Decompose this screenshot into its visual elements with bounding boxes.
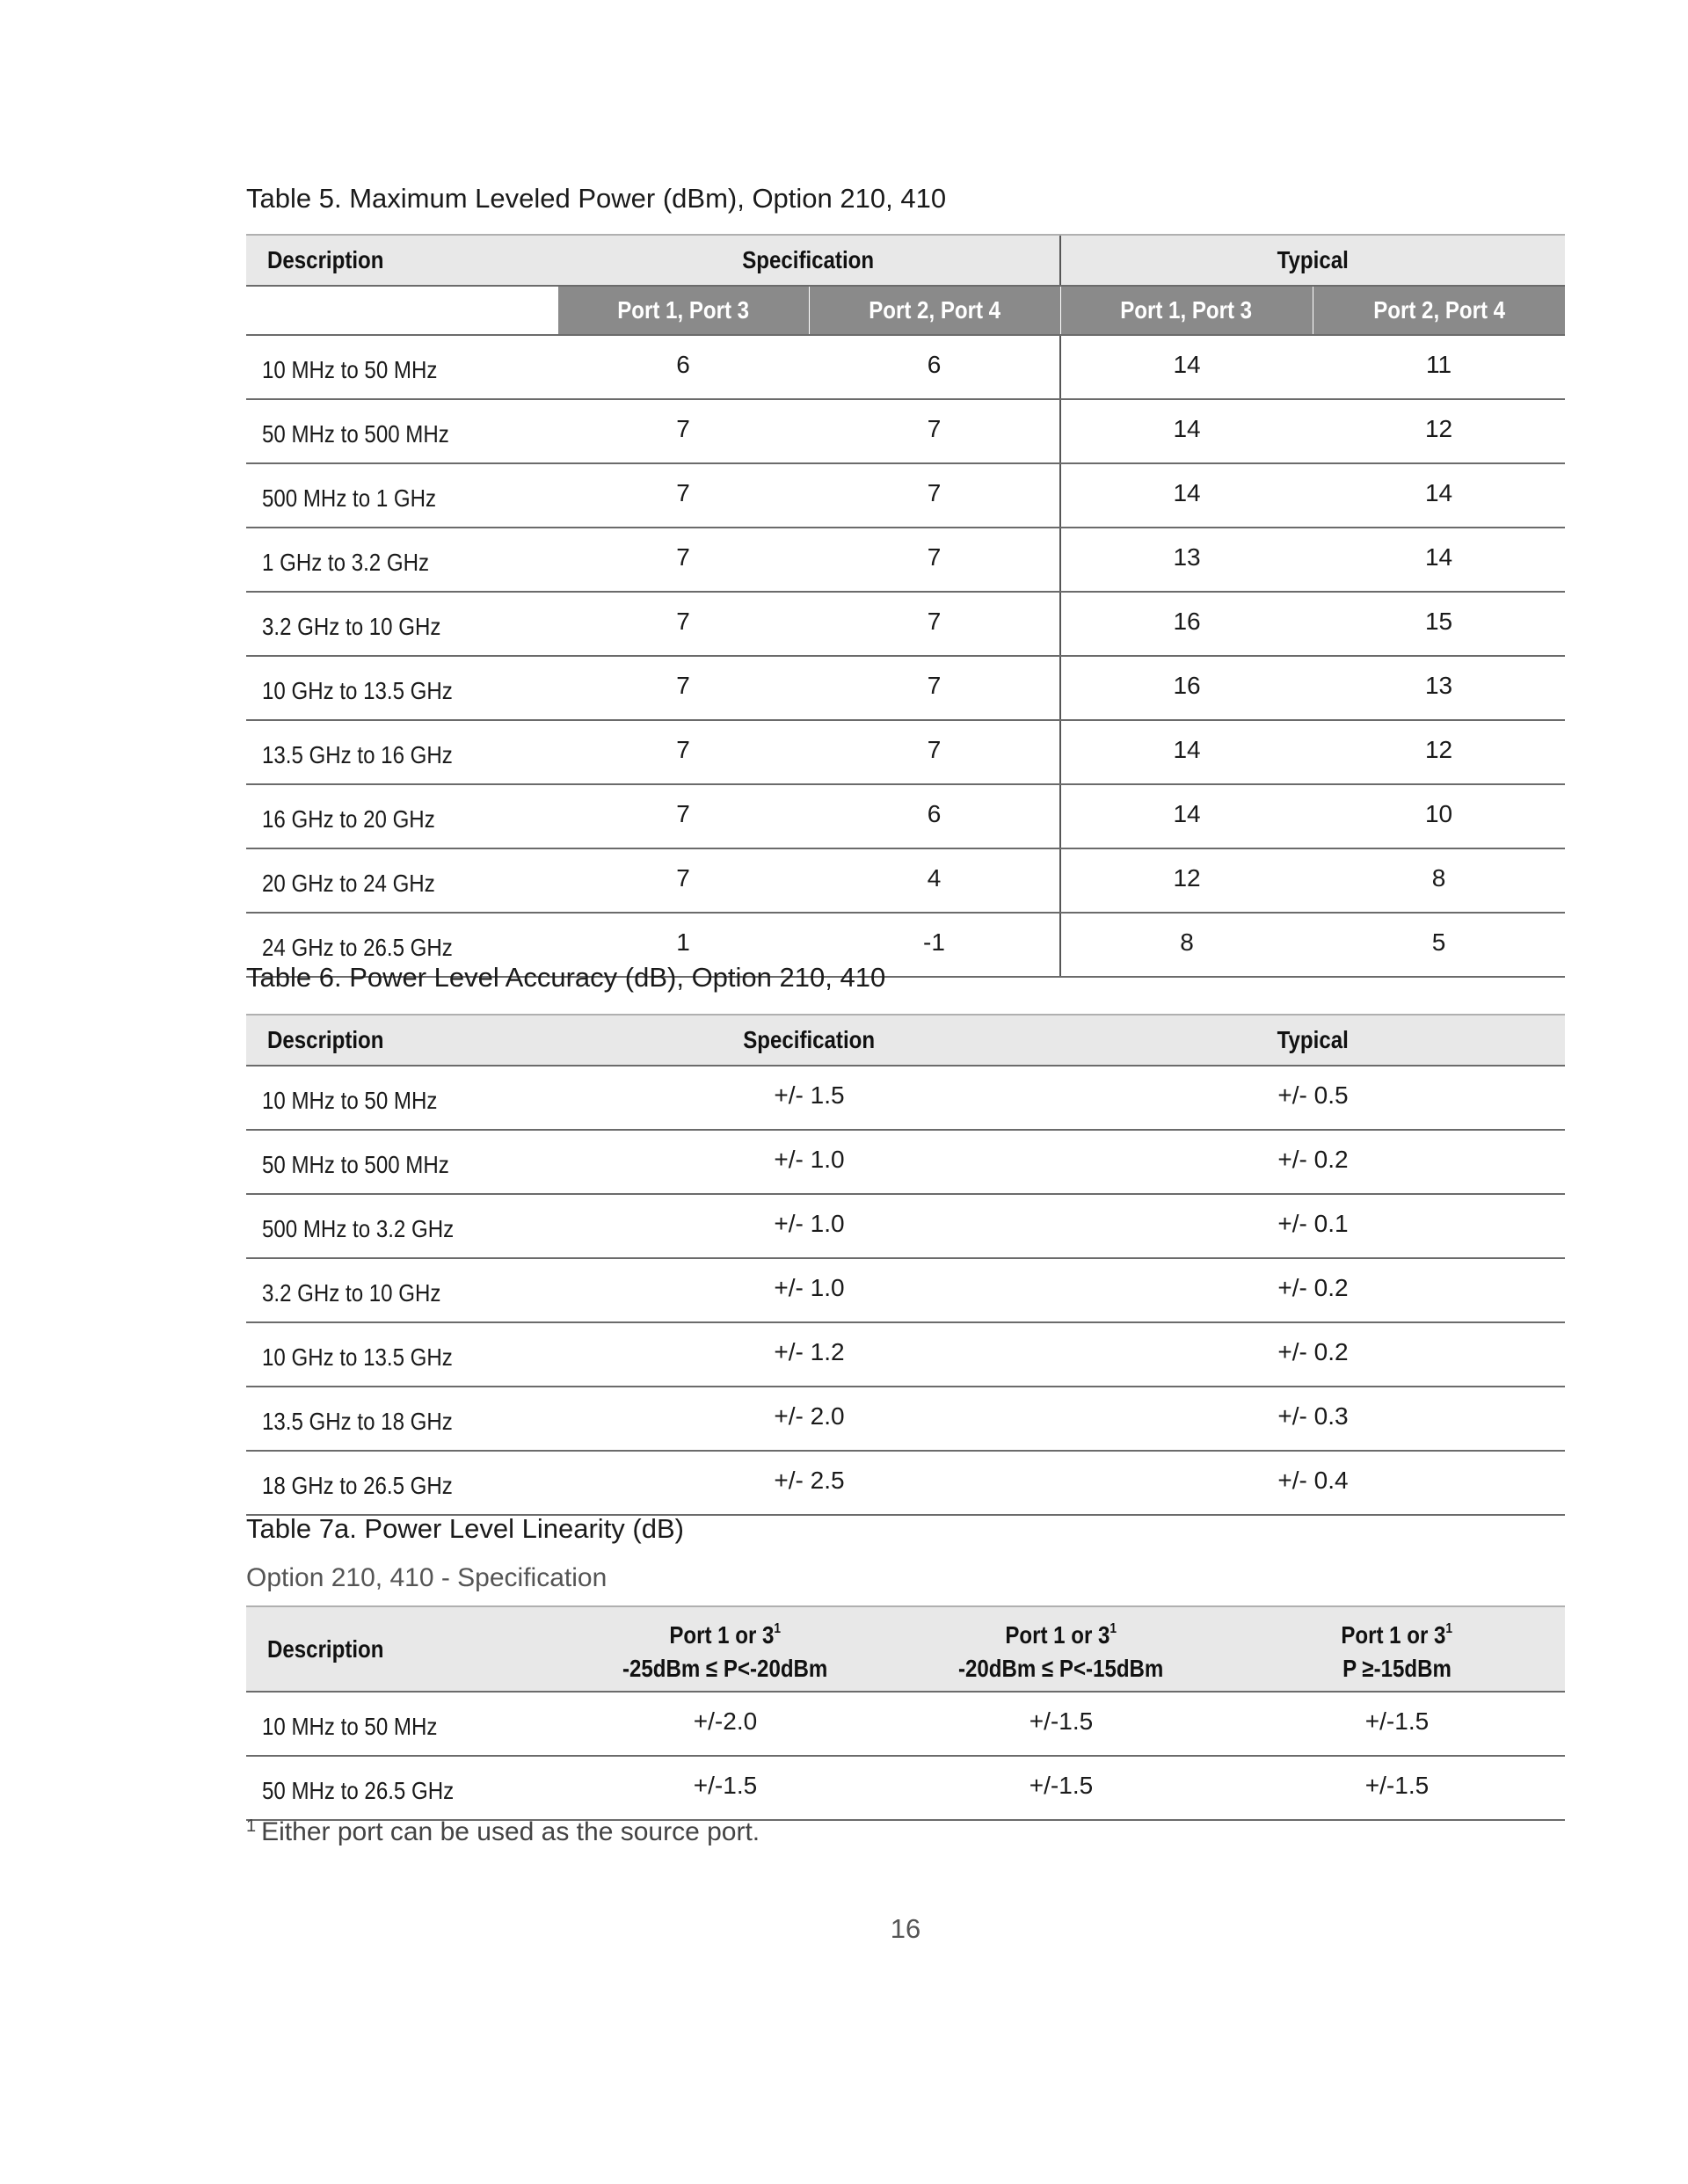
table6-caption: Table 6. Power Level Accuracy (dB), Option 210, 410 [246,962,886,993]
table5-cell: 7 [809,399,1060,463]
table7a-caption: Table 7a. Power Level Linearity (dB) [246,1513,684,1544]
table5-cell: 11 [1313,335,1565,399]
table5-cell: 12 [1060,848,1313,913]
table6-cell-description: 3.2 GHz to 10 GHz [246,1258,557,1322]
table7a-cell-description: 10 MHz to 50 MHz [246,1692,557,1756]
table5-cell: 8 [1313,848,1565,913]
table-row [246,1692,1565,1756]
table5-cell: 5 [1313,913,1565,977]
table5-cell-description: 24 GHz to 26.5 GHz [246,913,557,977]
table7a-cell: +/-1.5 [1229,1756,1565,1820]
table5-cell-description: 3.2 GHz to 10 GHz [246,592,557,656]
table5-header-description: Description [246,235,557,286]
table6-cell-typ: +/- 0.2 [1061,1322,1565,1387]
table6-cell-spec: +/- 2.5 [557,1451,1061,1515]
table6-cell-spec: +/- 2.0 [557,1387,1061,1451]
table7a-header-col1: Port 1 or $3^1$ -25dBm ≤ P<-20dBm [557,1606,893,1692]
table-row [246,1066,1565,1130]
table5-cell: 14 [1313,463,1565,528]
table5-cell: 13 [1313,656,1565,720]
table6-cell-typ: +/- 0.1 [1061,1194,1565,1258]
table5-cell-description: 16 GHz to 20 GHz [246,784,557,848]
table7a-header-col3: Port 1 or $3^1$ P ≥-15dBm [1229,1606,1565,1692]
table5-cell-description: 20 GHz to 24 GHz [246,848,557,913]
table-row [246,335,1565,399]
table7a-cell: +/-1.5 [893,1756,1229,1820]
table5-header-typ-port24: Port 2, Port 4 [1313,286,1565,335]
table6-cell-description: 500 MHz to 3.2 GHz [246,1194,557,1258]
table5-cell: 7 [557,592,809,656]
table5-header-spec-port24: Port 2, Port 4 [809,286,1060,335]
table6-cell-spec: +/- 1.0 [557,1194,1061,1258]
table5-cell: 14 [1060,784,1313,848]
table-row [246,784,1565,848]
table5-cell: 6 [809,784,1060,848]
table5-cell: 10 [1313,784,1565,848]
table5-cell: 7 [809,528,1060,592]
table5-cell: 14 [1313,528,1565,592]
table7a-cell: +/-1.5 [557,1756,893,1820]
table5-cell: 14 [1060,335,1313,399]
table6-header-description: Description [246,1015,557,1066]
table7a-header-description: Description [246,1606,557,1692]
table5-cell: 7 [809,592,1060,656]
table-row [246,1194,1565,1258]
table5-cell: 6 [809,335,1060,399]
table6-header-typical: Typical [1061,1015,1565,1066]
table7a-cell: +/-2.0 [557,1692,893,1756]
table6-cell-typ: +/- 0.2 [1061,1258,1565,1322]
table-row [246,1130,1565,1194]
page-number: 16 [890,1913,921,1944]
table6-cell-description: 10 MHz to 50 MHz [246,1066,557,1130]
table5-cell: 12 [1313,720,1565,784]
table5-cell: 6 [557,335,809,399]
table6-cell-spec: +/- 1.0 [557,1258,1061,1322]
table6-cell-description: 13.5 GHz to 18 GHz [246,1387,557,1451]
table5-cell: 7 [809,656,1060,720]
table5-cell: 1 [557,913,809,977]
table6-cell-spec: +/- 1.0 [557,1130,1061,1194]
table5-cell: 15 [1313,592,1565,656]
table5-cell: 16 [1060,656,1313,720]
table5-cell-description: 13.5 GHz to 16 GHz [246,720,557,784]
table5-cell: 7 [557,656,809,720]
table6-cell-typ: +/- 0.2 [1061,1130,1565,1194]
table5-header-specification: Specification [557,235,1060,286]
table-row [246,1756,1565,1820]
footnote-text: Either port can be used as the source port. [261,1817,760,1846]
table-row [246,592,1565,656]
table5-header-blank [246,286,557,335]
table5-cell-description: 50 MHz to 500 MHz [246,399,557,463]
table-row [246,720,1565,784]
table7a-subcaption: Option 210, 410 - Specification [246,1563,608,1592]
table-row [246,399,1565,463]
table5-cell: 7 [557,399,809,463]
table5-cell: 13 [1060,528,1313,592]
table7a-cell: +/-1.5 [1229,1692,1565,1756]
table6-cell-spec: +/- 1.2 [557,1322,1061,1387]
table5-cell: 14 [1060,463,1313,528]
table5-header-typical: Typical [1060,235,1565,286]
table5-max-leveled-power [246,234,1565,978]
table-row [246,848,1565,913]
table-row [246,1322,1565,1387]
table-row [246,1387,1565,1451]
footnote-marker: 1 [246,1816,257,1836]
table5-cell-description: 500 MHz to 1 GHz [246,463,557,528]
table-row [246,656,1565,720]
table7a-cell: +/-1.5 [893,1692,1229,1756]
table5-cell-description: 1 GHz to 3.2 GHz [246,528,557,592]
table5-cell: 7 [557,784,809,848]
table5-header-typ-port13: Port 1, Port 3 [1060,286,1313,335]
table5-cell: 7 [557,848,809,913]
table6-header-specification: Specification [557,1015,1061,1066]
table5-cell: 16 [1060,592,1313,656]
table6-cell-typ: +/- 0.4 [1061,1451,1565,1515]
table5-cell: 8 [1060,913,1313,977]
table7a-header-col2: Port 1 or $3^1$ -20dBm ≤ P<-15dBm [893,1606,1229,1692]
table-row [246,1258,1565,1322]
table5-cell: 14 [1060,399,1313,463]
table5-caption: Table 5. Maximum Leveled Power (dBm), Option 210, 410 [246,183,947,214]
table6-cell-typ: +/- 0.5 [1061,1066,1565,1130]
table-row [246,528,1565,592]
table6-cell-typ: +/- 0.3 [1061,1387,1565,1451]
table-row [246,1451,1565,1515]
table6-cell-description: 50 MHz to 500 MHz [246,1130,557,1194]
footnote [246,1816,760,1847]
table6-power-level-accuracy [246,1014,1565,1516]
table7a-power-level-linearity [246,1605,1565,1821]
table5-cell: -1 [809,913,1060,977]
table5-cell: 7 [809,720,1060,784]
table5-cell: 7 [557,720,809,784]
table5-header-spec-port13: Port 1, Port 3 [557,286,809,335]
table7a-cell-description: 50 MHz to 26.5 GHz [246,1756,557,1820]
table5-cell: 14 [1060,720,1313,784]
table5-cell: 4 [809,848,1060,913]
table5-cell: 7 [557,528,809,592]
table5-cell: 12 [1313,399,1565,463]
table5-cell: 7 [557,463,809,528]
table5-cell: 7 [809,463,1060,528]
table-row [246,463,1565,528]
table6-cell-description: 10 GHz to 13.5 GHz [246,1322,557,1387]
table6-cell-spec: +/- 1.5 [557,1066,1061,1130]
table5-cell-description: 10 MHz to 50 MHz [246,335,557,399]
table5-cell-description: 10 GHz to 13.5 GHz [246,656,557,720]
table6-cell-description: 18 GHz to 26.5 GHz [246,1451,557,1515]
